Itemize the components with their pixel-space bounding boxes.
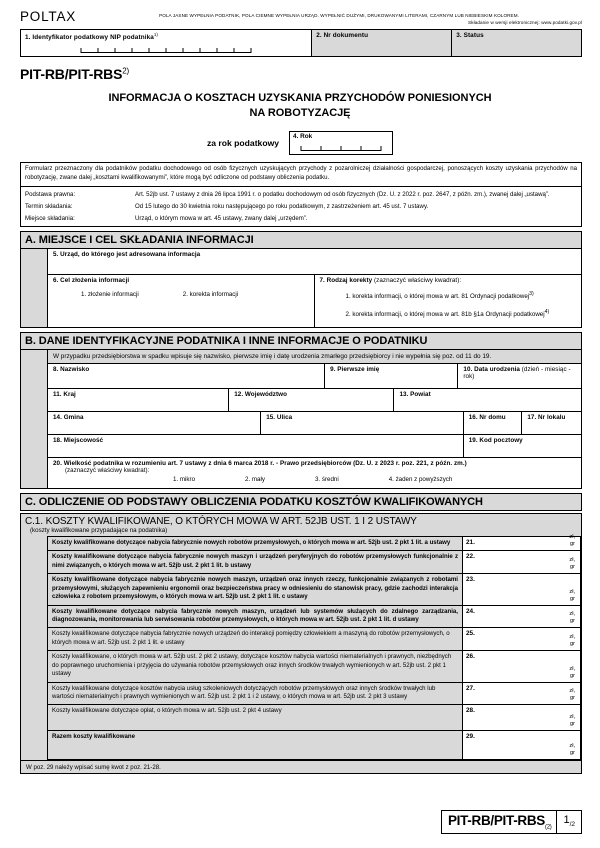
intro-paragraph: Formularz przeznaczony dla podatników podatku dochodowego od osób fizycznych uzyskujących przychody z pozarolniczej działalności gospodarczej, ponoszących koszty uzyskania przychodów na robotyzację, zwane dalej „kosztami kwalifikowanymi”, które mogą być odliczone od podstawy obliczenia podatku.: [21, 163, 581, 187]
section-c1-gutter: [21, 536, 47, 760]
field-correction-type-label: 7. Rodzaj korekty (zaznaczyć właściwy kwadrat):: [319, 276, 462, 284]
taxpayer-size-option-1[interactable]: 1. mikro: [173, 476, 196, 484]
cost-item-number: 28.: [466, 707, 475, 715]
fill-instruction-line: POLA JASNE WYPEŁNIA PODATNIK, POLA CIEMNE WYPEŁNIA URZĄD. WYPEŁNIĆ DUŻYMI, DRUKOWANYMI LITERAMI, CZARNYM LUB NIEBIESKIM KOLOREM.: [159, 13, 520, 18]
field-apartment-number[interactable]: [522, 412, 581, 434]
table-row: [48, 605, 581, 628]
taxpayer-size-option-2[interactable]: 2. mały: [245, 476, 265, 484]
section-c1-title: C.1. KOSZTY KWALIFIKOWANE, O KTÓRYCH MOWA W ART. 52JB UST. 1 I 2 USTAWY: [25, 516, 417, 528]
field-street[interactable]: [261, 412, 464, 434]
legal-row: [25, 214, 577, 223]
field-taxpayer-size-label: 20. Wielkość podatnika w rozumieniu art. 7 ustawy z dnia 6 marca 2018 r. - Prawo przedsiębiorców (Dz. U. z 2023 r. poz. 221, z późn. zm.): [53, 460, 467, 468]
cost-description: Koszty kwalifikowane dotyczące nabycia fabrycznie nowych maszyn i urządzeń peryferyjnych do robotów przemysłowych funkcjonalnie z nimi związanych, o których mowa w art. 52jb ust. 2 pkt 1 lit. b ustawy: [48, 551, 463, 574]
taxpayer-size-option-3[interactable]: 3. średni: [314, 476, 339, 484]
field-office-address-label: 5. Urząd, do którego jest adresowana informacja: [53, 250, 201, 258]
field-correction-type-hint: (zaznaczyć właściwy kwadrat):: [373, 276, 462, 284]
qualified-costs-table: [47, 536, 581, 760]
field-house-number-label: 16. Nr domu: [468, 414, 506, 422]
correction-option-2[interactable]: 2. korekta informacji, o której mowa w art. 81b §1a Ordynacji podatkowej$^{4)}$: [345, 309, 550, 319]
document-number-label: 2. Nr dokumentu: [316, 32, 369, 40]
total-description: Razem koszty kwalifikowane: [48, 730, 463, 760]
section-b-gutter: [21, 350, 48, 488]
field-municipality[interactable]: [48, 412, 261, 434]
currency-units: zł, gr: [569, 557, 575, 571]
field-country[interactable]: [48, 389, 229, 411]
purpose-option-2[interactable]: 2. korekta informacji: [182, 290, 239, 298]
table-row: [48, 682, 581, 705]
cost-item-number: 27.: [466, 684, 475, 692]
section-c-header: C. ODLICZENIE OD PODSTAWY OBLICZENIA PODATKU KOSZTÓW KWALIFIKOWANYCH: [20, 493, 582, 511]
page-title-line2: NA ROBOTYZACJĘ: [249, 107, 351, 120]
section-a-fields: [48, 249, 581, 327]
cost-description: Koszty kwalifikowane dotyczące nabycia fabrycznie nowych maszyn, urządzeń oraz innych rzeczy, funkcjonalnie związanych z robotami przemysłowymi, służących zapewnieniu ergonomii oraz bezpieczeństwa pracy w odniesieniu do stanowisk pracy, gdzie zachodzi interakcja człowieka z robotem przemysłowym, o których mowa w art. 52jb ust. 2 pkt 1 lit. c ustawy: [48, 574, 463, 605]
section-b-note: W przypadku przedsiębiorstwa w spadku wpisuje się nazwisko, pierwsze imię i datę urodzenia zmarłego przedsiębiorcy i nie wypełnia się poz. od 11 do 19.: [48, 350, 581, 363]
legal-key: Miejsce składania:: [25, 214, 75, 222]
field-city-label: 18. Miejscowość: [53, 437, 104, 445]
total-amount-input[interactable]: [463, 730, 581, 760]
identification-row: [20, 29, 582, 57]
tax-year-prefix-label: za rok podatkowy: [206, 137, 280, 148]
nip-footnote-marker: 1): [153, 32, 158, 38]
currency-units: zł, gr: [569, 534, 575, 548]
intro-block: [20, 162, 582, 227]
nip-label: 1. Identyfikator podatkowy NIP podatnika$^{1)}$: [25, 32, 158, 42]
section-b-header: B. DANE IDENTYFIKACYJNE PODATNIKA I INNE INFORMACJE O PODATNIKU: [20, 332, 582, 350]
masthead-instructions: [76, 7, 582, 26]
section-c1-subheader: [20, 513, 582, 536]
footer-form-stamp: [441, 810, 582, 834]
cost-amount-input[interactable]: [463, 682, 581, 705]
nip-field[interactable]: [21, 30, 312, 56]
field-surname[interactable]: [48, 364, 325, 388]
section-c1-footnote-wrap: [20, 761, 582, 774]
footer-page-number: $1_{/2}$: [563, 814, 575, 829]
correction-option-1[interactable]: 1. korekta informacji, o której mowa w art. 81 Ordynacji podatkowej$^{3)}$: [345, 290, 534, 301]
section-a-body: [20, 249, 582, 328]
cost-amount-input[interactable]: [463, 551, 581, 574]
cost-description: Koszty kwalifikowane dotyczące opłat, o których mowa w art. 52jb ust. 2 pkt 4 ustawy: [48, 705, 463, 731]
field-postal-code[interactable]: [464, 435, 581, 457]
table-row: [48, 537, 581, 551]
legal-key: Termin składania:: [25, 202, 73, 210]
field-apartment-number-label: 17. Nr lokalu: [527, 414, 566, 422]
section-c1-note: (koszty kwalifikowane przypadające na podatnika): [30, 527, 168, 535]
total-instruction-note: W poz. 29 należy wpisać sumę kwot z poz. 21-28.: [21, 761, 581, 773]
footer-form-version: (2): [545, 825, 552, 831]
currency-units: zł, gr: [569, 713, 575, 727]
table-row: [48, 705, 581, 731]
purpose-option-1[interactable]: 1. złożenie informacji: [81, 290, 139, 298]
field-office-address[interactable]: [48, 249, 581, 275]
poltax-logo: POLTAX: [20, 9, 77, 24]
electronic-submission-line: Składanie w wersji elektronicznej: www.podatki.gov.pl: [468, 20, 582, 26]
cost-amount-input[interactable]: [463, 605, 581, 628]
page-title: [0, 82, 600, 121]
section-b-row-address: [48, 412, 581, 435]
cost-amount-input[interactable]: [463, 651, 581, 682]
field-birthdate-hint: (dzień - miesiąc - rok): [463, 366, 571, 381]
field-city[interactable]: [48, 435, 464, 457]
field-firstname-label: 9. Pierwsze imię: [330, 366, 380, 374]
legal-value: Urząd, o którym mowa w art. 45 ustawy, zwany dalej „urzędem”.: [135, 214, 308, 222]
field-municipality-label: 14. Gmina: [53, 414, 84, 422]
section-a-header: A. MIEJSCE I CEL SKŁADANIA INFORMACJI: [20, 231, 582, 249]
field-street-label: 15. Ulica: [266, 414, 293, 422]
form-code-heading: [0, 57, 600, 82]
legal-value: Od 15 lutego do 30 kwietnia roku następującego po roku podatkowym, z zastrzeżeniem art. 45 ust. 7 ustawy.: [135, 202, 429, 210]
total-item-number: 29.: [466, 732, 475, 740]
correction-option-2-footnote: 4): [544, 309, 550, 316]
cost-item-number: 23.: [466, 576, 475, 584]
cost-description: Koszty kwalifikowane dotyczące nabycia fabrycznie nowych urządzeń do interakcji pomiędzy człowiekiem a maszyną do robotów przemysłowych, o których mowa w art. 52jb ust. 2 pkt 1 lit. e ustawy: [48, 628, 463, 651]
section-c1-body: [20, 536, 582, 761]
section-b-row-name: [48, 363, 581, 389]
field-county[interactable]: [394, 389, 581, 411]
cost-description: Koszty kwalifikowane dotyczące kosztów nabycia usług szkoleniowych dotyczących robotów przemysłowych oraz innych środków trwałych lub wartości niematerialnych i prawnych wymienionych w art. 52jb ust. 2 pkt 1 i 2 ustawy, o których mowa w art. 52jb ust. 2 pkt 3 ustawy: [48, 682, 463, 705]
currency-units: zł, gr: [569, 665, 575, 679]
tax-year-segment-ticks: [301, 146, 382, 151]
form-code-footnote-marker: 2): [122, 66, 129, 76]
legal-value: Art. 52jb ust. 7 ustawy z dnia 26 lipca 1991 r. o podatku dochodowym od osób fizycznych (Dz. U. z 2022 r. poz. 2647, z późn. zm.), zwanej dalej „ustawą”.: [135, 190, 550, 198]
masthead: [0, 0, 600, 29]
legal-row: [25, 190, 577, 199]
cost-item-number: 25.: [466, 630, 475, 638]
footer-page-total: /2: [569, 821, 575, 829]
field-taxpayer-size-hint: (zaznaczyć właściwy kwadrat):: [65, 467, 150, 475]
section-b-row-city: [48, 435, 581, 458]
legal-row: [25, 202, 577, 211]
table-row: [48, 628, 581, 651]
document-number-field: [312, 30, 452, 56]
currency-units: zł, gr: [569, 588, 575, 602]
table-row: [48, 651, 581, 682]
field-birthdate-label: 10. Data urodzenia (dzień - miesiąc - rok): [463, 366, 571, 381]
table-row: [48, 551, 581, 574]
field-correction-type[interactable]: [315, 275, 582, 327]
section-a-purpose-row: [48, 275, 581, 327]
field-postal-code-label: 19. Kod pocztowy: [468, 437, 523, 445]
currency-units: zł, gr: [569, 634, 575, 648]
field-purpose[interactable]: [48, 275, 315, 327]
cost-item-number: 22.: [466, 553, 475, 561]
cost-description: Koszty kwalifikowane, o których mowa w art. 52jb ust. 2 pkt 2 ustawy, dotyczące kosztów nabycia wartości niematerialnych i prawnych, niezbędnych do poprawnego uruchomienia i przyjęcia do używania robotów przemysłowych oraz innych środków trwałych wymienionych w art. 52jb ust. 2 pkt 1 ustawy: [48, 651, 463, 682]
footer-form-code: PIT-$RB/PIT-RBS_{(2)}$: [442, 811, 558, 833]
section-b-fields: [48, 350, 581, 488]
section-b-body: [20, 350, 582, 489]
cost-amount-input[interactable]: [463, 705, 581, 731]
field-country-label: 11. Kraj: [53, 391, 76, 399]
page-title-line1: INFORMACJA O KOSZTACH UZYSKANIA PRZYCHODÓW PONIESIONYCH: [108, 92, 492, 105]
field-county-label: 13. Powiat: [399, 391, 431, 399]
nip-segment-ticks: [81, 48, 252, 53]
cost-item-number: 24.: [466, 607, 475, 615]
table-row: [48, 574, 581, 605]
status-field: [452, 30, 581, 56]
form-code-text: PIT-RB/PIT-RBS: [20, 66, 123, 83]
cost-amount-input[interactable]: [463, 534, 581, 551]
field-firstname[interactable]: [325, 364, 458, 388]
legal-key: Podstawa prawna:: [25, 190, 76, 198]
cost-description: Koszty kwalifikowane dotyczące nabycia fabrycznie nowych maszyn, urządzeń lub systemów służących do zdalnego zarządzania, diagnozowania, monitorowania lub serwisowania robotów przemysłowych, o których mowa w art. 52jb ust. 2 pkt 1 lit. d ustawy: [48, 605, 463, 628]
cost-amount-input[interactable]: [463, 574, 581, 605]
correction-option-1-footnote: 3): [529, 290, 534, 297]
tax-year-row: [0, 121, 600, 159]
field-voivodeship[interactable]: [229, 389, 394, 411]
field-purpose-label: 6. Cel złożenia informacji: [53, 276, 130, 284]
field-voivodeship-label: 12. Województwo: [234, 391, 287, 399]
tax-year-label: 4. Rok: [293, 132, 313, 140]
taxpayer-size-options: [53, 474, 577, 483]
cost-item-number: 21.: [466, 539, 475, 547]
status-label: 3. Status: [456, 32, 484, 40]
currency-units: zł, gr: [569, 688, 575, 702]
section-c1-table-wrap: [47, 536, 581, 760]
cost-item-number: 26.: [466, 653, 475, 661]
field-taxpayer-size[interactable]: [48, 458, 581, 488]
section-a-gutter: [21, 249, 48, 327]
field-surname-label: 8. Nazwisko: [53, 366, 90, 374]
cost-amount-input[interactable]: [463, 628, 581, 651]
table-row-total: [48, 730, 581, 760]
currency-units: zł, gr: [569, 611, 575, 625]
field-house-number[interactable]: [464, 412, 523, 434]
tax-year-input[interactable]: [289, 131, 393, 155]
section-b-row-region: [48, 389, 581, 412]
cost-description: Koszty kwalifikowane dotyczące nabycia fabrycznie nowych robotów przemysłowych, o których mowa w art. 52jb ust. 2 pkt 1 lit. a ustawy: [48, 537, 463, 551]
purpose-options: [53, 284, 310, 298]
currency-units: zł, gr: [569, 743, 575, 757]
field-birthdate[interactable]: [458, 364, 581, 388]
legal-basis-block: [21, 187, 581, 226]
taxpayer-size-option-4[interactable]: 4. żaden z powyższych: [388, 476, 453, 484]
